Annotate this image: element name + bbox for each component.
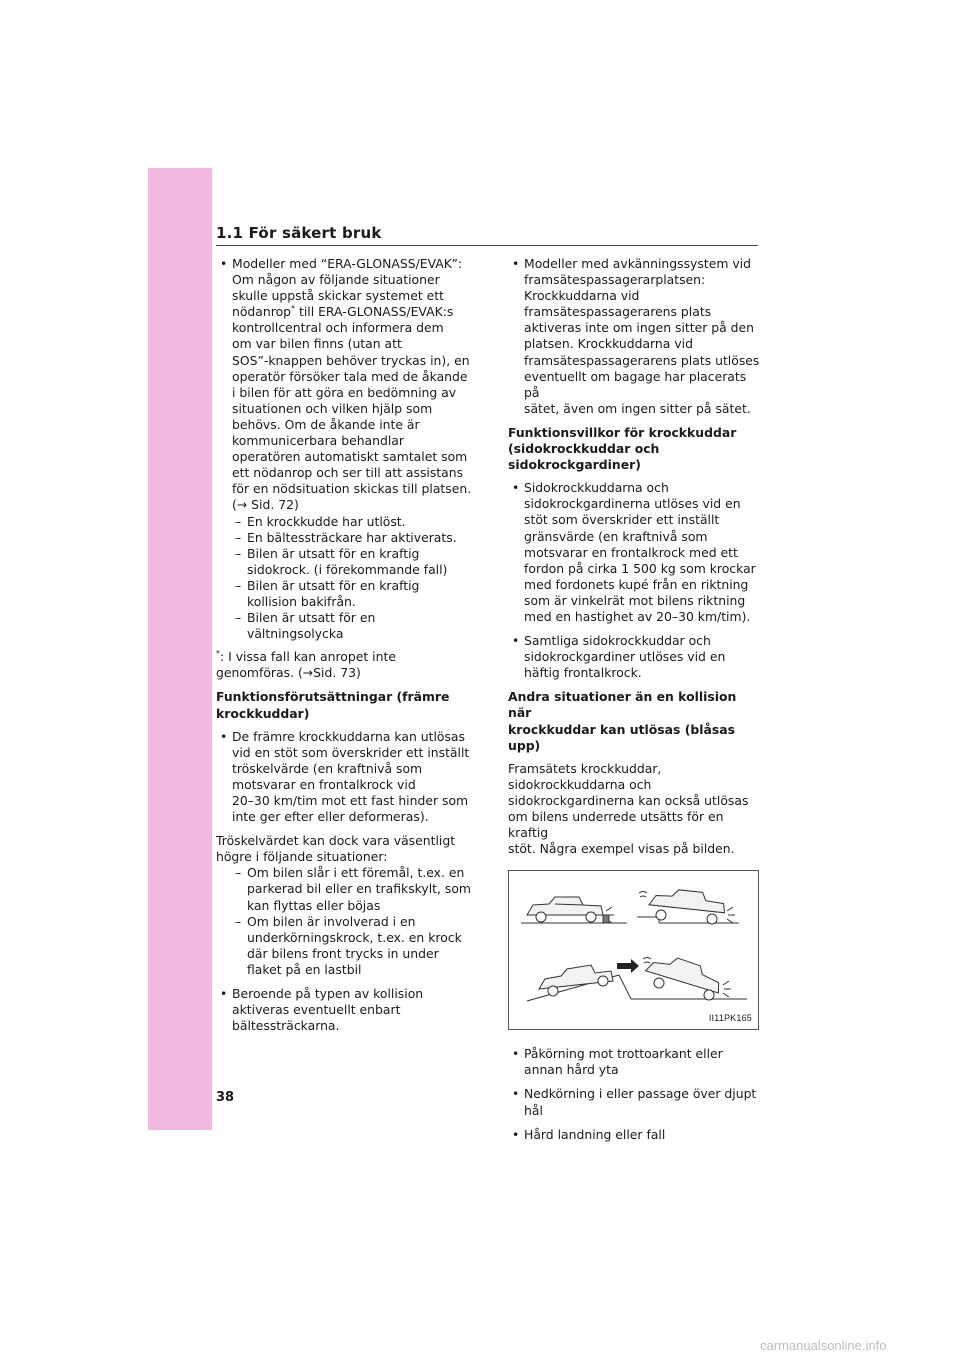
sub-item: – Om bilen slår i ett föremål, t.ex. en parkerad bil eller en trafikskylt, som kan flyttas eller böjas [235,865,471,913]
right-column [508,256,760,1151]
heading-other-situations: Andra situationer än en kollision när krockkuddar kan utlösas (blåsas upp) [508,689,737,753]
footnote: *: I vissa fall kan anropet inte genomföras. (→Sid. 73) [216,649,396,681]
sub-item: – En bältessträckare har aktiverats. [235,529,457,545]
bullet-hole: • Nedkörning i eller passage över djupt hål [508,1086,760,1118]
bullet-hard-landing: • Hård landning eller fall [508,1127,760,1143]
footnote-page-reference[interactable]: genomföras. (→Sid. 73) [216,665,361,681]
bullet-all-side-airbags: • Samtliga sidokrockkuddar och sidokrockgardiner utlöses vid en häftig frontalkrock. [508,633,760,681]
sub-list-conditions [216,514,474,643]
heading-side-airbags: Funktionsvillkor för krockkuddar (sidokrockkuddar och sidokrockgardiner) [508,424,737,473]
left-column [216,256,474,1042]
section-header: 1.1 För säkert bruk [216,224,382,242]
sub-item: – Bilen är utsatt för en kraftig sidokrock. (i förekommande fall) [235,545,448,577]
truck-curb-impact-icon [521,897,627,923]
figure-code: II11PK165 [708,1013,752,1024]
watermark: carmanualsonline.info [760,1338,887,1353]
paragraph-threshold: Tröskelvärdet kan dock vara väsentligt högre i följande situationer: [216,833,456,865]
arrow-right-icon [617,959,639,973]
illustration-collision-examples [508,870,759,1030]
header-rule [216,245,758,246]
truck-bump-impact-icon [637,887,739,924]
sub-item: – En krockkudde har utlöst. [235,513,406,529]
truck-hole-impact-icon [527,952,747,1002]
bullet-front-airbags: • De främre krockkuddarna kan utlösas vid en stöt som överskrider ett inställt tröskelvärde (en kraftnivå som motsvarar en frontalkrock vid 20–30 km/tim mot ett fast hinder som inte ger efter eller deformeras). [216,729,474,826]
paragraph-underbody: Framsätets krockkuddar, sidokrockkuddarna och sidokrockgardinerna kan också utlösas om bilens underrede utsätts för en kraftig stöt. Några exempel visas på bilden. [508,760,749,857]
sub-item: – Om bilen är involverad i en underkörningskrock, t.ex. en krock där bilens front trycks in under flaket på en lastbil [235,913,462,977]
bullet-pretensioners: • Beroende på typen av kollision aktiveras eventuellt enbart bältessträckarna. [216,986,474,1034]
bullet-side-airbags: • Sidokrockkuddarna och sidokrockgardinerna utlöses vid en stöt som överskrider ett inställt gränsvärde (en kraftnivå som motsvarar en frontalkrock med ett fordon på cirka 1 500 kg som krockar med fordonets kupé från en riktning som är vinkelrät mot bilens riktning med en hastighet av 20–30 km/tim). [508,480,760,625]
footnote-marker: * [291,304,296,314]
heading-front-airbags: Funktionsförutsättningar (främre krockkuddar) [216,689,450,721]
bullet-era-glonass: • Modeller med “ERA-GLONASS/EVAK”: Om någon av följande situationer skulle uppstå skickar systemet ett nödanrop* till ERA-GLONASS/EVAK:s kontrollcentral och informera dem om var bilen finns (utan att SOS”-knappen behöver tryckas in), en operatör försöker tala med de åkande i bilen för att göra en bedömning av situationen och vilken hjälp som behövs. Om de åkande inte är kommunicerbara behandlar operatören automatiskt samtalet som ett nödanrop och ser till att assistans för en nödsituation skickas till platsen. (→ Sid. 72) [216,256,474,514]
sub-list-threshold [216,865,474,978]
sub-item: – Bilen är utsatt för en vältningsolycka [235,610,376,642]
vehicle-impact-illustration [509,871,758,1029]
page-number: 38 [216,1090,235,1105]
sub-item: – Bilen är utsatt för en kraftig kollision bakifrån. [235,577,420,609]
page-reference[interactable]: (→ Sid. 72) [232,497,299,513]
bullet-passenger-sensing: • Modeller med avkänningssystem vid framsätespassagerarplatsen: Krockkuddarna vid framsätespassagerarens plats aktiveras inte om ingen sitter på den platsen. Krockkuddarna vid framsätespassagerarens plats utlöses eventuellt om bagage har placerats på sätet, även om ingen sitter på sätet. [508,256,760,417]
bullet-curb: • Påkörning mot trottoarkant eller annan hård yta [508,1046,760,1078]
side-color-band [148,168,212,1130]
